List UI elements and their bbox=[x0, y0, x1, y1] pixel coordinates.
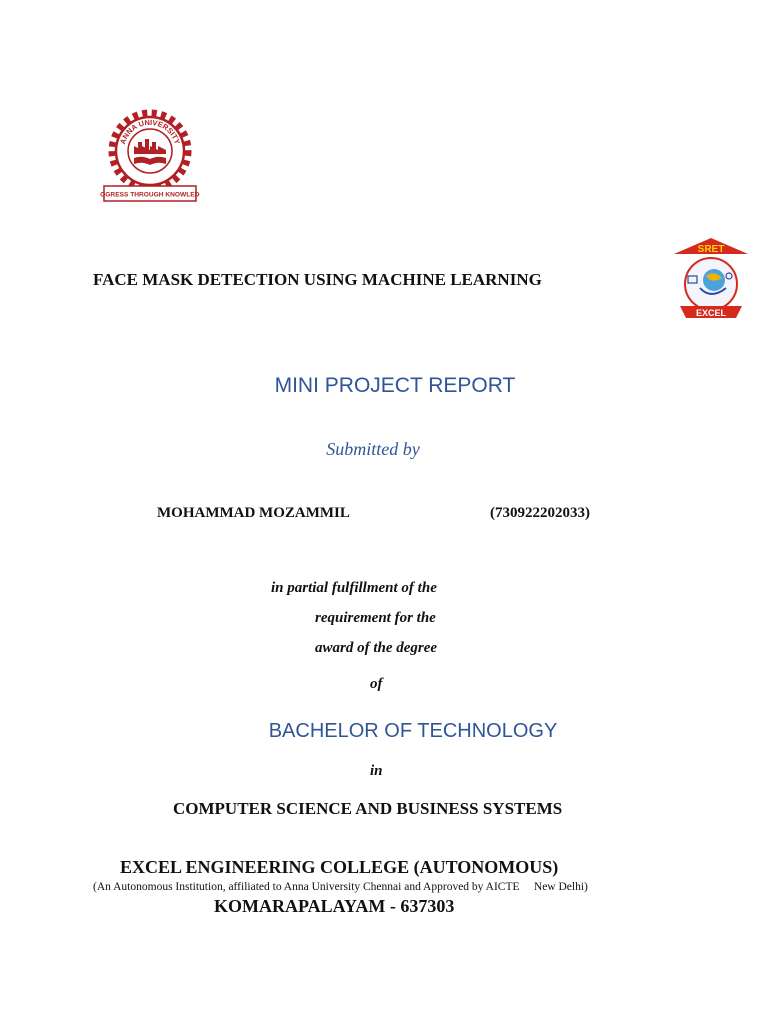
in-connector: in bbox=[370, 763, 383, 779]
student-name: MOHAMMAD MOZAMMIL bbox=[157, 505, 350, 521]
sret-excel-logo bbox=[670, 236, 752, 322]
department-name: COMPUTER SCIENCE AND BUSINESS SYSTEMS bbox=[173, 799, 563, 818]
anna-arc-text: ANNA UNIVERSITY bbox=[118, 117, 182, 146]
project-title: FACE MASK DETECTION USING MACHINE LEARNING bbox=[93, 270, 542, 289]
degree-heading: BACHELOR OF TECHNOLOGY bbox=[268, 720, 558, 742]
fulfilment-line: award of the degree bbox=[315, 640, 438, 656]
student-register-number: (730922202033) bbox=[490, 505, 590, 521]
college-name: EXCEL ENGINEERING COLLEGE (AUTONOMOUS) bbox=[120, 857, 559, 877]
sret-top-text: SRET bbox=[697, 244, 725, 255]
anna-university-logo bbox=[100, 106, 200, 204]
college-location: KOMARAPALAYAM - 637303 bbox=[214, 896, 455, 916]
submitted-by-label: Submitted by bbox=[326, 439, 420, 459]
fulfilment-line: of bbox=[370, 676, 383, 692]
report-type-heading: MINI PROJECT REPORT bbox=[274, 374, 516, 397]
fulfilment-line: in partial fulfillment of the bbox=[271, 580, 437, 596]
sret-bottom-text: EXCEL bbox=[695, 308, 727, 318]
college-affiliation-note: (An Autonomous Institution, affiliated to Anna University Chennai and Approved by AICTE New Delhi) bbox=[93, 881, 588, 893]
anna-banner-text: OGRESS THROUGH KNOWLED bbox=[100, 191, 200, 199]
fulfilment-line: requirement for the bbox=[315, 610, 436, 626]
